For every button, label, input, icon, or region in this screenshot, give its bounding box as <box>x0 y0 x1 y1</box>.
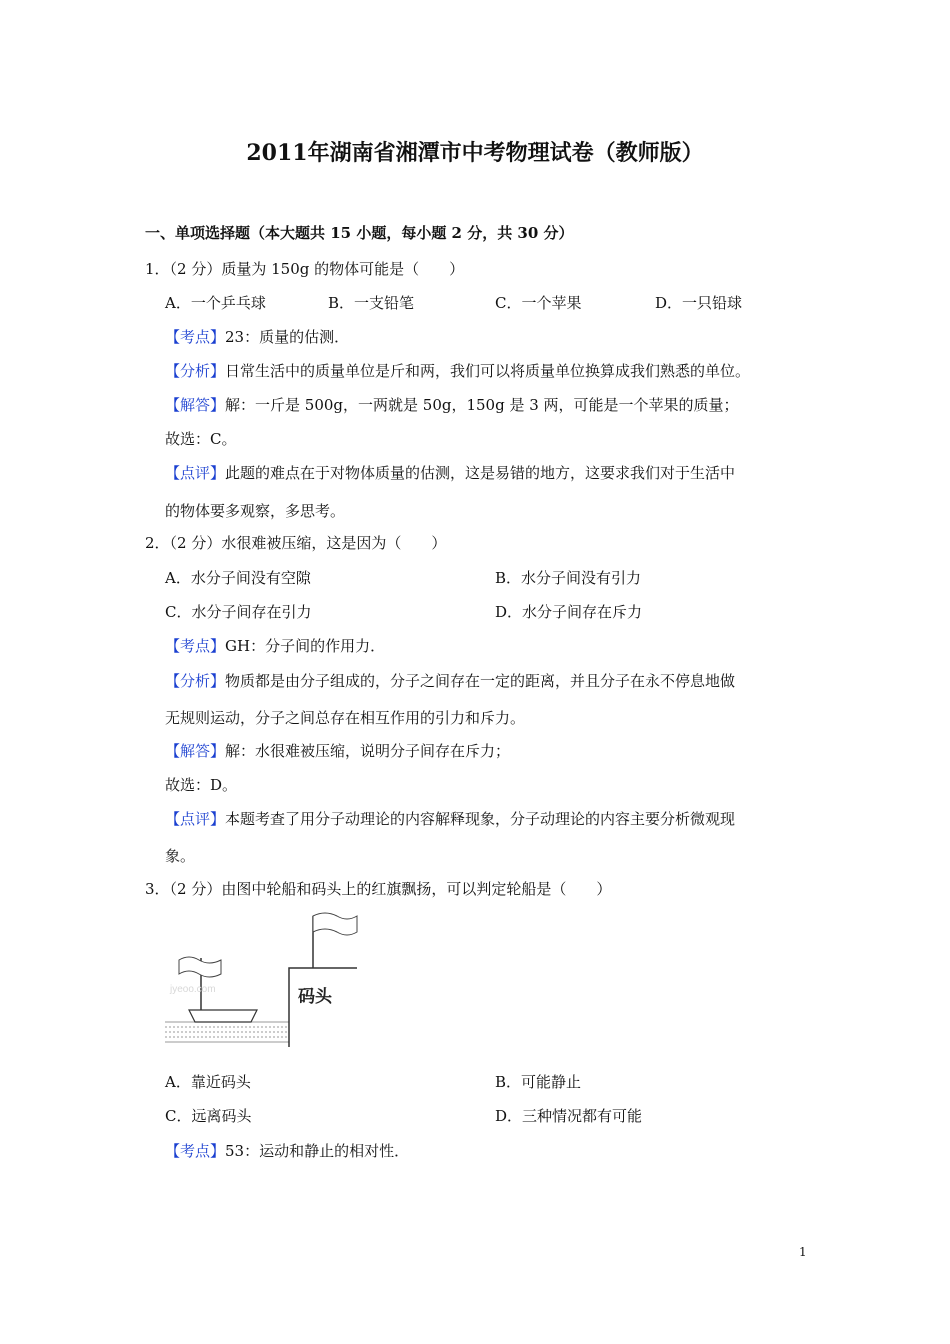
boat-hull <box>189 1010 257 1022</box>
kaodian-tag: 【考点】 <box>165 1142 226 1160</box>
q3-option-a: A．靠近码头 <box>165 1073 251 1091</box>
q1-fenxi-text: 日常生活中的质量单位是斤和两，我们可以将质量单位换算成我们熟悉的单位。 <box>225 362 751 380</box>
q3-kaodian-text: 53：运动和静止的相对性． <box>225 1142 410 1160</box>
q2-kaodian <box>165 635 385 656</box>
q1-fenxi <box>165 360 750 381</box>
page-number: 1 <box>799 1245 807 1259</box>
q2-dianping <box>165 808 735 829</box>
q2-fenxi <box>165 670 735 691</box>
q2-fenxi-cont: 无规则运动，分子之间总存在相互作用的引力和斥力。 <box>165 709 526 727</box>
q2-fenxi-text: 物质都是由分子组成的，分子之间存在一定的距离，并且分子在永不停息地做 <box>225 672 736 690</box>
q1-option-d: D．一只铅球 <box>655 294 743 312</box>
q3-option-d: D．三种情况都有可能 <box>495 1107 643 1125</box>
q2-dianping-text: 本题考查了用分子动理论的内容解释现象，分子动理论的内容主要分析微观现 <box>225 810 736 828</box>
boat-dock-figure <box>165 910 365 1050</box>
q2-jieda-text: 解：水很难被压缩，说明分子间存在斥力； <box>225 742 511 760</box>
water-surface <box>165 1022 289 1042</box>
boat-flag-body <box>179 957 221 977</box>
q1-dianping <box>165 462 735 483</box>
q3-option-c: C．远离码头 <box>165 1107 252 1125</box>
q2-answer: 故选：D。 <box>165 776 238 794</box>
q1-jieda-text: 解：一斤是 500g，一两就是 50g，150g 是 3 两，可能是一个苹果的质量； <box>225 396 739 414</box>
jieda-tag: 【解答】 <box>165 742 226 760</box>
kaodian-tag: 【考点】 <box>165 328 226 346</box>
q2-option-b: B．水分子间没有引力 <box>495 569 642 587</box>
q1-dianping-cont: 的物体要多观察，多思考。 <box>165 502 346 520</box>
page-title: 2011年湖南省湘潭市中考物理试卷（教师版） <box>246 140 704 166</box>
dianping-tag: 【点评】 <box>165 810 226 828</box>
question-2-stem: 2．（2 分）水很难被压缩，这是因为（ ） <box>145 534 447 552</box>
q2-option-a: A．水分子间没有空隙 <box>165 569 311 587</box>
q1-kaodian <box>165 326 349 347</box>
dock-flag <box>313 913 357 935</box>
q2-jieda <box>165 740 510 761</box>
fenxi-tag: 【分析】 <box>165 672 226 690</box>
question-1-stem: 1．（2 分）质量为 150g 的物体可能是（ ） <box>145 260 465 278</box>
q3-option-b: B．可能静止 <box>495 1073 582 1091</box>
q1-kaodian-text: 23：质量的估测． <box>225 328 350 346</box>
fenxi-tag: 【分析】 <box>165 362 226 380</box>
q1-answer: 故选：C。 <box>165 430 237 448</box>
q2-option-d: D．水分子间存在斥力 <box>495 603 643 621</box>
q1-option-c: C．一个苹果 <box>495 294 582 312</box>
q2-dianping-cont: 象。 <box>165 847 196 865</box>
question-3-stem: 3．（2 分）由图中轮船和码头上的红旗飘扬，可以判定轮船是（ ） <box>145 880 612 898</box>
q1-option-a: A．一个乒乓球 <box>165 294 266 312</box>
dock <box>289 968 357 1047</box>
q2-option-c: C．水分子间存在引力 <box>165 603 312 621</box>
watermark: jyeoo.com <box>170 984 216 995</box>
q1-option-b: B．一支铅笔 <box>328 294 415 312</box>
dock-label: 码头 <box>298 987 332 1007</box>
dianping-tag: 【点评】 <box>165 464 226 482</box>
q1-jieda <box>165 394 739 415</box>
jieda-tag: 【解答】 <box>165 396 226 414</box>
q2-kaodian-text: GH：分子间的作用力． <box>225 637 386 655</box>
kaodian-tag: 【考点】 <box>165 637 226 655</box>
q1-dianping-text: 此题的难点在于对物体质量的估测，这是易错的地方，这要求我们对于生活中 <box>225 464 736 482</box>
q3-kaodian <box>165 1140 409 1161</box>
section-heading: 一、单项选择题（本大题共 15 小题，每小题 2 分，共 30 分） <box>145 224 574 242</box>
